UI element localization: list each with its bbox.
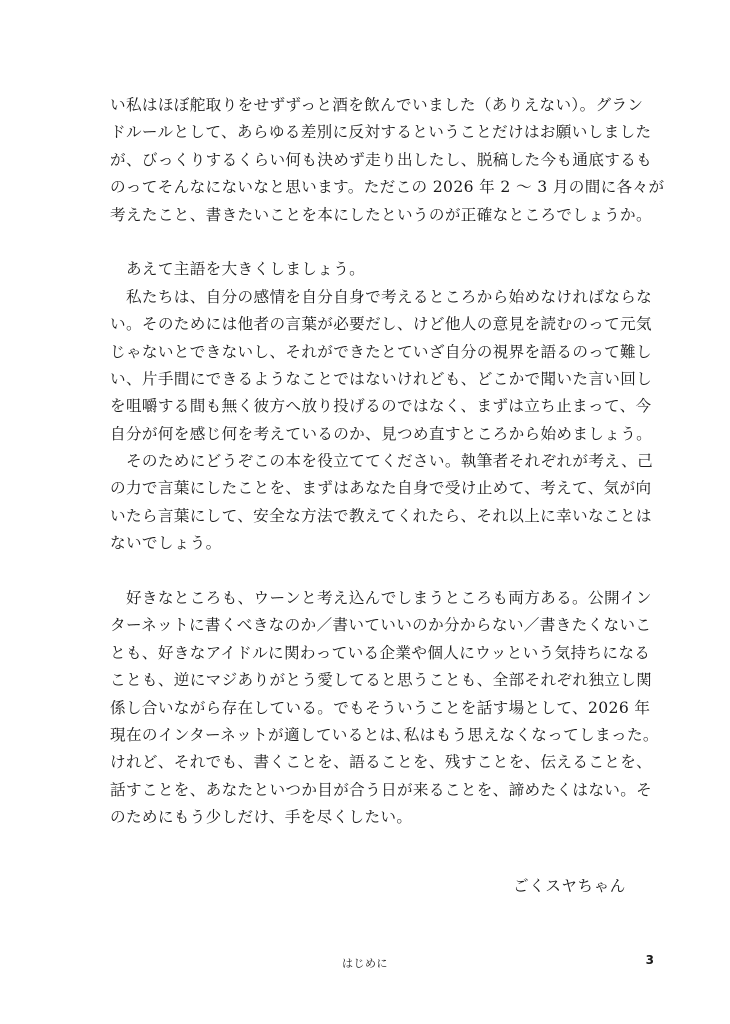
paragraph [110,448,654,558]
author-signature: ごくスヤちゃん [512,877,626,895]
text-line: 自分が何を感じ何を考えているのか、見つめ直すところから始めましょう。 [110,424,653,443]
text-line: ターネットに書くべきなのか／書いていいのか分からない／書きたくないこ [110,616,652,635]
paragraph [110,92,665,229]
text-line: ないでしょう。 [110,534,222,553]
text-line: じゃないとできないし、それができたとていざ自分の視界を語るのって難し [110,342,652,361]
text-line: あえて主語を大きくしましょう。 [110,260,366,279]
text-line: けれど、それでも、書くことを、語ることを、残すことを、伝えることを、 [110,753,653,772]
text-line: が、びっくりするくらい何も決めず走り出したし、脱稿した今も通底するも [110,150,653,169]
paragraph-gap [110,558,635,585]
text-line: のってそんなにないなと思います。ただこの 2026 年 2 〜 3 月の間に各々が [110,178,665,197]
text-line: い。そのためには他者の言葉が必要だし、けど他人の意見を読むのって元気 [110,315,652,334]
text-line: 私たちは、自分の感情を自分自身で考えるところから始めなければならな [110,287,653,306]
paragraph [110,284,653,448]
text-line: のためにもう少しだけ、手を尽くしたい。 [110,808,413,827]
text-line: を咀嚼する間も無く彼方へ放り投げるのではなく、まずは立ち止まって、今 [110,397,652,416]
text-line: いたら言葉にして、安全な方法で教えてくれたら、それ以上に幸いなことは [110,506,652,525]
text-line: 考えたこと、書きたいことを本にしたというのが正確なところでしょうか。 [110,205,652,224]
text-line: とも、好きなアイドルに関わっている企業や個人にウッという気持ちになる [110,643,651,662]
text-line: ことも、逆にマジありがとう愛してると思うことも、全部それぞれ独立し関 [110,671,653,690]
text-line: い、片手間にできるようなことではないけれども、どこかで聞いた言い回し [110,369,653,388]
text-line: 好きなところも、ウーンと考え込んでしまうところも両方ある。公開イン [110,589,652,608]
paragraph [110,585,659,832]
text-line: 現在のインターネットが適しているとは､私はもう思えなくなってしまった。 [110,725,659,744]
text-line: そのためにどうぞこの本を役立ててください。執筆者それぞれが考え、己 [110,452,654,471]
page-number: 3 [645,953,654,967]
text-line: 係し合いながら存在している。でもそういうことを話す場として、2026 年 [110,698,651,717]
running-footer-title: はじめに [342,957,388,970]
text-line: い私はほぼ舵取りをせずずっと酒を飲んでいました（ありえない）。グラン [110,96,644,114]
text-line: 話すことを、あなたといつか目が合う日が来ることを、諦めたくはない。そ [110,780,653,799]
paragraph-gap [110,229,635,256]
body-text [110,92,665,832]
text-line: の力で言葉にしたことを、まずはあなた自身で受け止めて、考えて、気が向 [110,479,652,498]
text-line: ドルールとして、あらゆる差別に反対するということだけはお願いしました [110,123,652,142]
paragraph [110,256,635,283]
